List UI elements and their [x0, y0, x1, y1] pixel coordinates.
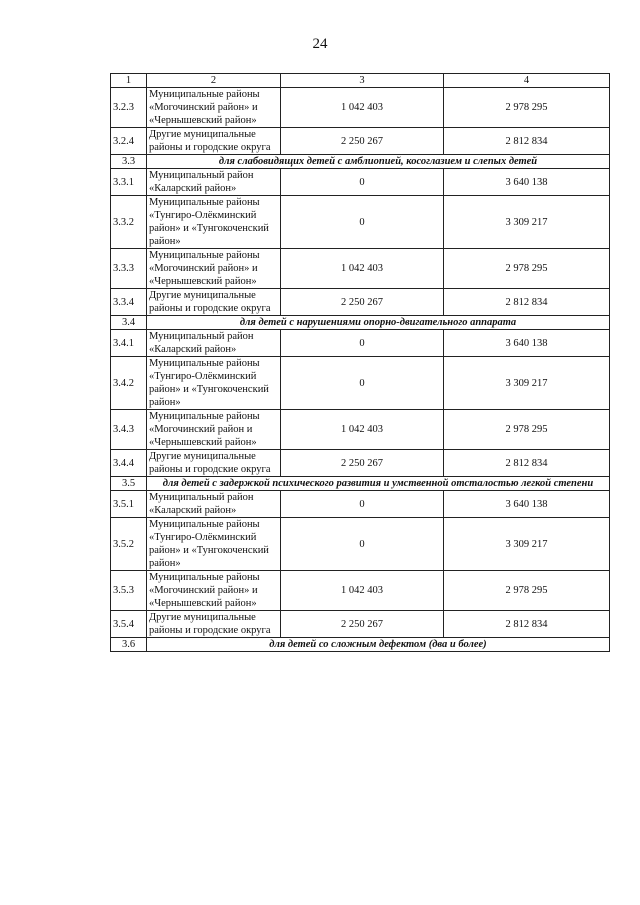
row-value-col3: 1 042 403: [281, 88, 444, 128]
section-title: для детей с задержкой психического развития и умственной отсталостью легкой степени: [147, 477, 610, 491]
header-cell-4: 4: [444, 74, 610, 88]
row-name: Муниципальные районы «Тунгиро-Олёкминский район» и «Тунгокоченский район»: [147, 357, 281, 410]
row-number: 3.2.3: [111, 88, 147, 128]
row-value-col3: 2 250 267: [281, 128, 444, 155]
row-number: 3.3.2: [111, 196, 147, 249]
row-name: Муниципальные районы «Могочинский район» и «Чернышевский район»: [147, 249, 281, 289]
row-value-col4: 3 309 217: [444, 357, 610, 410]
header-cell-2: 2: [147, 74, 281, 88]
row-value-col4: 3 640 138: [444, 169, 610, 196]
row-value-col3: 1 042 403: [281, 249, 444, 289]
row-value-col4: 2 812 834: [444, 450, 610, 477]
row-value-col3: 2 250 267: [281, 611, 444, 638]
section-number: 3.6: [111, 638, 147, 652]
row-number: 3.2.4: [111, 128, 147, 155]
row-value-col3: 0: [281, 518, 444, 571]
row-value-col4: 2 978 295: [444, 88, 610, 128]
section-title: для детей со сложным дефектом (два и более): [147, 638, 610, 652]
row-value-col4: 2 978 295: [444, 410, 610, 450]
section-row: [111, 155, 610, 169]
section-row: [111, 316, 610, 330]
row-value-col4: 2 978 295: [444, 571, 610, 611]
table-row: [111, 357, 610, 410]
row-name: Муниципальные районы «Могочинский район и «Чернышевский район»: [147, 410, 281, 450]
row-value-col3: 1 042 403: [281, 571, 444, 611]
row-value-col3: 2 250 267: [281, 289, 444, 316]
header-cell-3: 3: [281, 74, 444, 88]
row-number: 3.4.3: [111, 410, 147, 450]
table-row: [111, 249, 610, 289]
row-name: Муниципальный район «Каларский район»: [147, 491, 281, 518]
row-value-col3: 2 250 267: [281, 450, 444, 477]
row-number: 3.5.4: [111, 611, 147, 638]
row-value-col4: 2 812 834: [444, 128, 610, 155]
row-number: 3.3.4: [111, 289, 147, 316]
table-row: [111, 611, 610, 638]
row-name: Муниципальные районы «Тунгиро-Олёкминский район» и «Тунгокоченский район»: [147, 196, 281, 249]
row-value-col4: 2 812 834: [444, 611, 610, 638]
section-row: [111, 638, 610, 652]
row-number: 3.4.2: [111, 357, 147, 410]
section-number: 3.5: [111, 477, 147, 491]
row-number: 3.4.4: [111, 450, 147, 477]
row-value-col4: 3 640 138: [444, 330, 610, 357]
row-name: Другие муниципальные районы и городские округа: [147, 289, 281, 316]
table-row: [111, 410, 610, 450]
row-number: 3.5.2: [111, 518, 147, 571]
header-cell-1: 1: [111, 74, 147, 88]
header-row: [111, 74, 610, 88]
row-value-col4: 3 309 217: [444, 518, 610, 571]
row-name: Муниципальный район «Каларский район»: [147, 169, 281, 196]
row-value-col3: 1 042 403: [281, 410, 444, 450]
table-row: [111, 289, 610, 316]
section-number: 3.4: [111, 316, 147, 330]
row-name: Другие муниципальные районы и городские округа: [147, 611, 281, 638]
table-row: [111, 330, 610, 357]
table-row: [111, 571, 610, 611]
row-value-col4: 2 978 295: [444, 249, 610, 289]
section-number: 3.3: [111, 155, 147, 169]
row-name: Муниципальные районы «Могочинский район» и «Чернышевский район»: [147, 88, 281, 128]
table-row: [111, 491, 610, 518]
row-value-col4: 3 309 217: [444, 196, 610, 249]
table-row: [111, 196, 610, 249]
table-body: [111, 74, 610, 652]
row-value-col4: 3 640 138: [444, 491, 610, 518]
row-name: Муниципальный район «Каларский район»: [147, 330, 281, 357]
table-row: [111, 450, 610, 477]
row-number: 3.3.3: [111, 249, 147, 289]
table-row: [111, 128, 610, 155]
section-title: для детей с нарушениями опорно-двигательного аппарата: [147, 316, 610, 330]
table-row: [111, 169, 610, 196]
row-name: Другие муниципальные районы и городские округа: [147, 128, 281, 155]
row-number: 3.4.1: [111, 330, 147, 357]
row-name: Другие муниципальные районы и городские округа: [147, 450, 281, 477]
row-number: 3.5.3: [111, 571, 147, 611]
row-number: 3.5.1: [111, 491, 147, 518]
row-value-col3: 0: [281, 196, 444, 249]
row-name: Муниципальные районы «Тунгиро-Олёкминский район» и «Тунгокоченский район»: [147, 518, 281, 571]
row-value-col3: 0: [281, 357, 444, 410]
row-value-col3: 0: [281, 330, 444, 357]
funding-table: [110, 73, 610, 652]
section-title: для слабовидящих детей с амблиопией, косоглазием и слепых детей: [147, 155, 610, 169]
page-number: 24: [312, 36, 328, 52]
table-row: [111, 88, 610, 128]
row-number: 3.3.1: [111, 169, 147, 196]
table-row: [111, 518, 610, 571]
row-name: Муниципальные районы «Могочинский район» и «Чернышевский район»: [147, 571, 281, 611]
row-value-col3: 0: [281, 169, 444, 196]
section-row: [111, 477, 610, 491]
row-value-col4: 2 812 834: [444, 289, 610, 316]
row-value-col3: 0: [281, 491, 444, 518]
